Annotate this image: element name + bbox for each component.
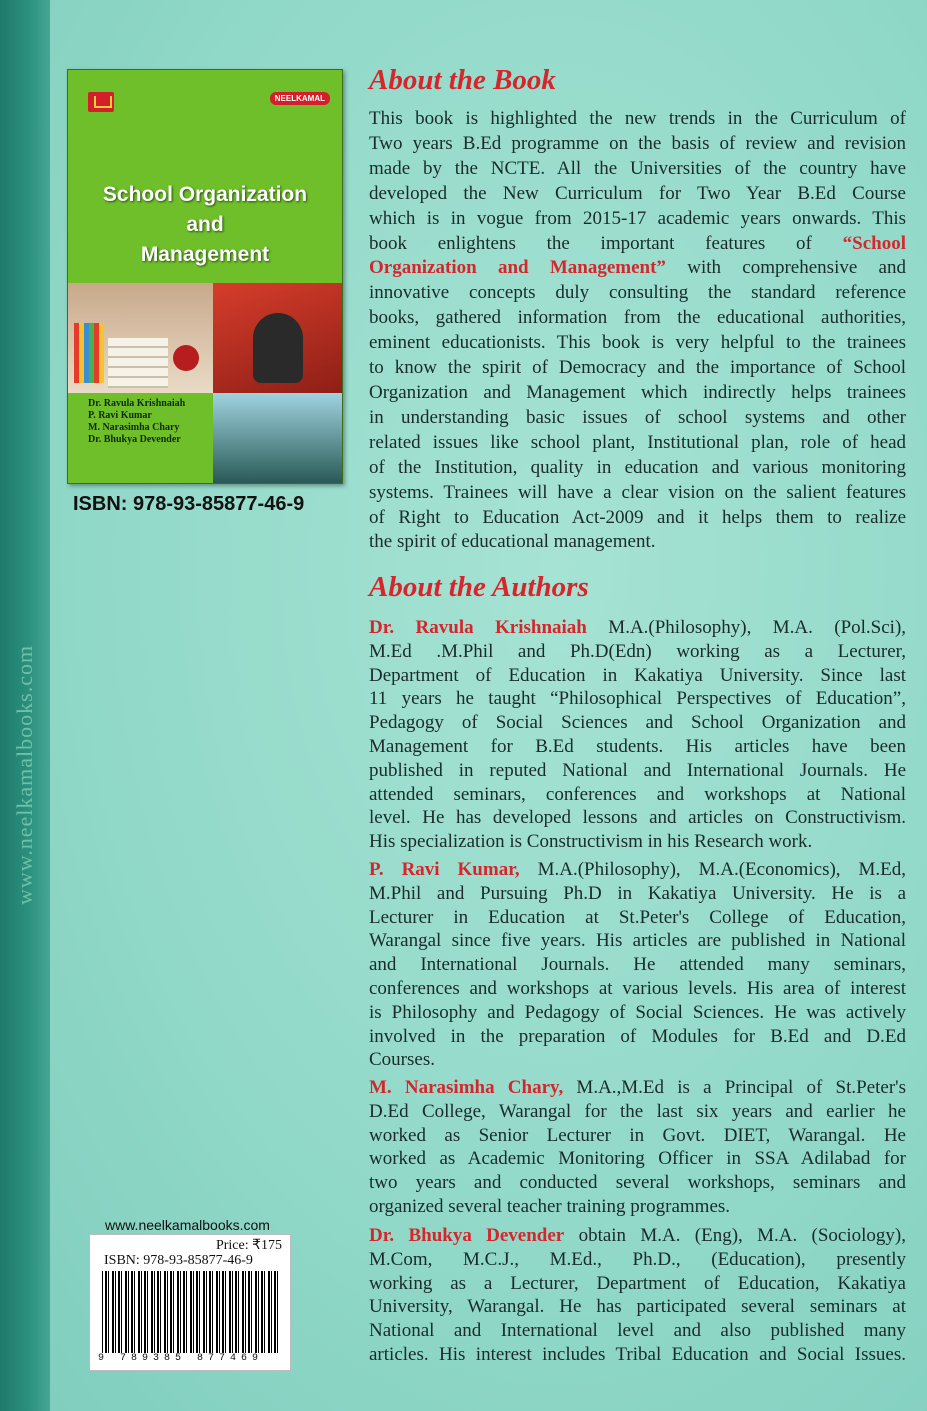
text-line: to know the spirit of Democracy and the importance of School	[369, 357, 906, 379]
text-line: involved in the preparation of Modules for B.Ed and D.Ed	[369, 1025, 906, 1047]
text-line: Courses.	[369, 1049, 435, 1071]
book-title-highlight: “School	[842, 232, 906, 254]
cover-author: Dr. Bhukya Devender	[88, 434, 181, 445]
author-bio	[369, 1076, 906, 1219]
pencils-image	[74, 323, 104, 383]
text-line: His specialization is Constructivism in his Research work.	[369, 831, 813, 853]
cover-title-line: Management	[140, 243, 270, 266]
text-line: the spirit of educational management.	[369, 531, 656, 553]
text-line: organized several teacher training programmes.	[369, 1195, 731, 1217]
book-stack-image	[108, 338, 168, 388]
cover-authors	[88, 398, 185, 446]
about-authors-heading: About the Authors	[369, 571, 589, 603]
books-photo	[68, 283, 213, 393]
text-line	[369, 256, 906, 281]
text-line: Lecturer in Education at St.Peter's College of Education,	[369, 906, 906, 928]
book-spine	[0, 0, 50, 1411]
text-line: working as a Lecturer, Department of Education, Kakatiya	[369, 1272, 906, 1294]
publisher-logo-icon	[88, 92, 114, 112]
text-line: Department of Education in Kakatiya University. Since last	[369, 664, 906, 686]
text-line: which is in vogue from 2015-17 academic years onwards. This	[369, 207, 906, 229]
text-line: articles. His interest includes Tribal Education and Social Issues.	[369, 1343, 906, 1365]
about-book-text	[369, 107, 906, 555]
text-line: attended seminars, conferences and workshops at National	[369, 783, 906, 805]
text-line: related issues like school plant, Institutional plan, role of head	[369, 431, 906, 453]
text-line: books, gathered information from the educational authorities,	[369, 307, 906, 329]
text-line: Pedagogy of Social Sciences and School Organization and	[369, 712, 906, 734]
about-book-heading: About the Book	[369, 64, 556, 96]
text-span: M.A.(Philosophy), M.A. (Pol.Sci),	[608, 617, 907, 638]
text-span: with comprehensive and	[687, 257, 906, 279]
text-line: worked as Senior Lecturer in Govt. DIET, Warangal. He	[369, 1124, 906, 1146]
spine-website: www.neelkamalbooks.com	[12, 644, 37, 905]
author-name: Dr. Ravula Krishnaiah	[369, 617, 587, 638]
text-span: M.A.(Philosophy), M.A.(Economics), M.Ed,	[537, 859, 907, 880]
text-line: M.Com, M.C.J., M.Ed., Ph.D., (Education), presently	[369, 1248, 906, 1270]
apple-image	[173, 345, 199, 371]
text-line: Management for B.Ed students. His articles have been	[369, 735, 906, 757]
text-line: Warangal since five years. His articles are published in National	[369, 930, 906, 952]
price-label: Price: ₹175	[215, 1238, 282, 1253]
text-line	[369, 858, 906, 882]
text-line: of Right to Education Act-2009 and it helps them to realize	[369, 506, 906, 528]
isbn-label: ISBN: 978-93-85877-46-9	[73, 493, 305, 515]
classroom-photo	[213, 393, 342, 483]
barcode-number: 9 789385 877469	[98, 1353, 264, 1364]
book-title-highlight: Organization and Management”	[369, 257, 666, 279]
text-line: is Philosophy and Pedagogy of Social Sciences. He was actively	[369, 1001, 906, 1023]
text-span: M.A.,M.Ed is a Principal of St.Peter's	[576, 1077, 906, 1098]
text-line: and International Journals. He attended many seminars,	[369, 954, 906, 976]
cover-title-line: School Organization	[102, 183, 308, 206]
author-bio	[369, 616, 906, 854]
cover-collage-image	[68, 283, 342, 483]
text-line: eminent educationists. This book is very helpful to the trainees	[369, 332, 906, 354]
isbn-small-label: ISBN: 978-93-85877-46-9	[104, 1253, 253, 1268]
text-line: systems. Trainees will have a clear vision on the salient features	[369, 481, 906, 503]
text-line: M.Ed .M.Phil and Ph.D(Edn) working as a Lecturer,	[369, 640, 906, 662]
cover-author: P. Ravi Kumar	[88, 410, 152, 421]
text-line	[369, 616, 906, 640]
text-line: This book is highlighted the new trends in the Curriculum of	[369, 108, 906, 129]
text-line: made by the NCTE. All the Universities of the country have	[369, 157, 906, 179]
text-line: D.Ed College, Warangal for the last six years and earlier he	[369, 1100, 906, 1122]
cover-author: M. Narasimha Chary	[88, 422, 180, 433]
text-line: Organization and Management which indirectly helps trainees	[369, 381, 906, 403]
price-barcode-box	[89, 1234, 291, 1371]
text-line: National and International level and also published many	[369, 1320, 906, 1342]
text-line: 11 years he taught “Philosophical Perspectives of Education”,	[369, 688, 906, 710]
text-line: developed the New Curriculum for Two Year B.Ed Course	[369, 182, 906, 204]
text-line: M.Phil and Pursuing Ph.D in Kakatiya University. He is a	[369, 882, 906, 904]
author-bio	[369, 858, 906, 1072]
text-line	[369, 1076, 906, 1100]
text-line	[369, 1224, 906, 1248]
publisher-website: www.neelkamalbooks.com	[105, 1217, 270, 1233]
publisher-brand: NEELKAMAL	[270, 92, 330, 105]
cover-author: Dr. Ravula Krishnaiah	[88, 398, 186, 409]
text-line: worked as Academic Monitoring Officer in SSA Adilabad for	[369, 1148, 906, 1170]
text-line: innovative concepts duly consulting the standard reference	[369, 282, 906, 304]
girl-image	[253, 313, 303, 383]
text-line: two years and conducted several workshops, seminars and	[369, 1172, 906, 1194]
author-bio	[369, 1224, 906, 1367]
cover-title-line: and	[186, 213, 224, 236]
text-line	[369, 232, 906, 257]
text-span: book enlightens the important features of	[369, 232, 812, 254]
girl-studying-photo	[213, 283, 342, 393]
text-line: of the Institution, quality in education and various monitoring	[369, 456, 906, 478]
text-line: conferences and workshops at various levels. His area of interest	[369, 977, 906, 999]
text-line: published in reputed National and International Journals. He	[369, 759, 906, 781]
author-name: M. Narasimha Chary,	[369, 1077, 564, 1098]
author-name: Dr. Bhukya Devender	[369, 1225, 565, 1246]
text-line: University, Warangal. He has participated several seminars at	[369, 1296, 906, 1318]
cover-title	[68, 180, 342, 270]
text-span: obtain M.A. (Eng), M.A. (Sociology),	[578, 1225, 906, 1246]
text-line: level. He has developed lessons and articles on Constructivism.	[369, 807, 906, 829]
mini-front-cover	[67, 69, 343, 484]
text-line: in understanding basic issues of school systems and other	[369, 406, 906, 428]
author-name: P. Ravi Kumar,	[369, 859, 520, 880]
text-line: Two years B.Ed programme on the basis of review and revision	[369, 132, 906, 154]
barcode-icon	[102, 1271, 278, 1353]
